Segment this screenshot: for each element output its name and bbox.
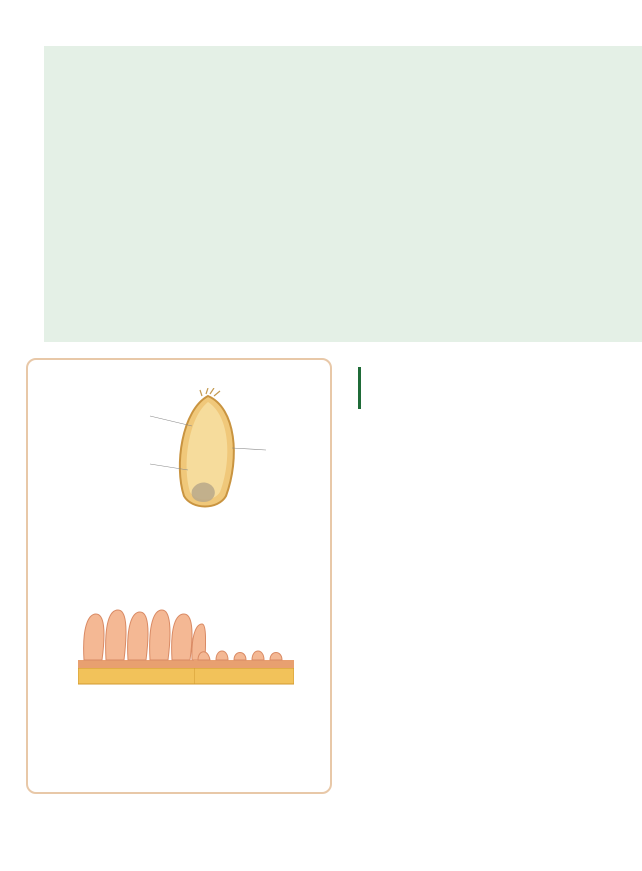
grain-illustration [148,388,268,512]
dropcap-bar [358,367,361,409]
label-outer [48,408,152,441]
label-inner [48,456,148,489]
villi-healthy-illustration [78,608,206,688]
villi-celiac-illustration [194,640,294,690]
label-bran [236,456,306,467]
header-band [44,46,642,342]
sidebox [26,358,332,794]
